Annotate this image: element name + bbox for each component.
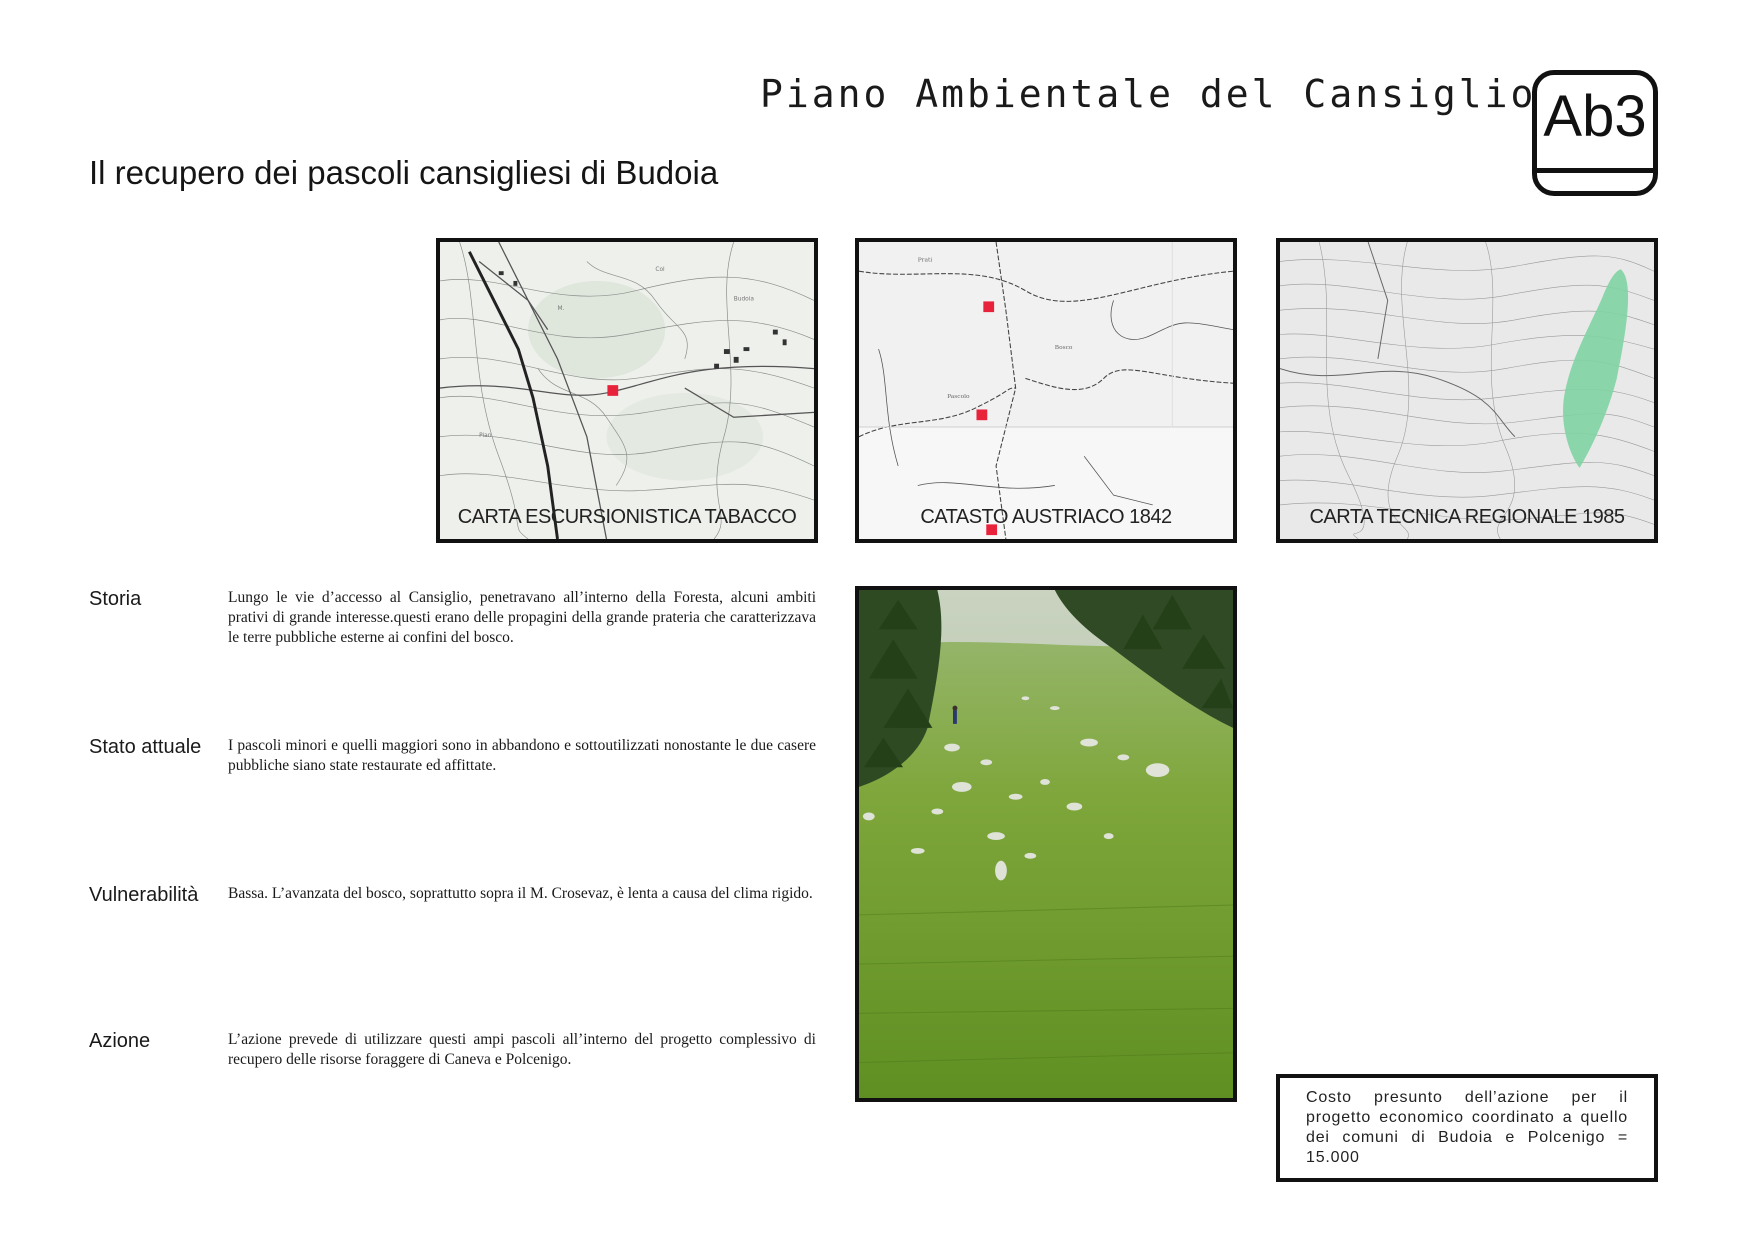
sheet-code: Ab3 (1543, 84, 1647, 149)
pasture-photo (855, 586, 1237, 1102)
location-marker-1 (607, 385, 618, 396)
sheet-code-badge (1532, 70, 1658, 196)
cost-estimate-text: Costo presunto dell’azione per il progetto economico coordinato a quello dei comuni di Budoia e Polcenigo = 15.000 (1306, 1089, 1628, 1166)
map-catasto (855, 238, 1237, 543)
svg-text:Prati: Prati (917, 257, 933, 264)
svg-text:Pascolo: Pascolo (947, 393, 970, 400)
map-caption: CARTA ESCURSIONISTICA TABACCO (457, 506, 797, 528)
svg-text:Pian: Pian (479, 432, 492, 439)
svg-text:Bosco: Bosco (1054, 345, 1073, 352)
map-tabacco-drawing (440, 242, 814, 539)
section-label-stato-attuale: Stato attuale (89, 736, 202, 758)
document-header-title: Piano Ambientale del Cansiglio (760, 72, 1537, 116)
pasture-photo-image (859, 590, 1233, 1098)
map-caption: CATASTO AUSTRIACO 1842 (920, 506, 1172, 528)
svg-text:Col: Col (655, 267, 665, 274)
location-marker-2 (976, 409, 987, 420)
section-text-azione: L’azione prevede di utilizzare questi ampi pascoli all’interno del progetto complessivo di recupero delle risorse foraggere di Caneva e Polcenigo. (228, 1031, 816, 1068)
section-text-storia: Lungo le vie d’accesso al Cansiglio, penetravano all’interno della Foresta, alcuni ambiti prativi di grande interesse.questi erano delle propagini della grande prateria che caratterizzava le terre pubbliche esterne ai confini del bosco. (228, 589, 816, 646)
section-text-vulnerabilita: Bassa. L’avanzata del bosco, soprattutto sopra il M. Crosevaz, è lenta a causa del clima rigido. (228, 885, 813, 902)
badge-divider (1537, 168, 1653, 173)
map-ctr (1276, 238, 1658, 543)
map-catasto-drawing (859, 242, 1233, 539)
map-tabacco (436, 238, 818, 543)
svg-text:Budoia: Budoia (733, 296, 754, 303)
section-label-storia: Storia (89, 588, 142, 610)
section-label-azione: Azione (89, 1030, 151, 1052)
location-marker-1 (983, 301, 994, 312)
section-text-stato-attuale: I pascoli minori e quelli maggiori sono in abbandono e sottoutilizzati nonostante le due casere pubbliche siano state restaurate ed affittate. (228, 737, 816, 774)
page-title: Il recupero dei pascoli cansigliesi di Budoia (89, 154, 719, 191)
map-caption: CARTA TECNICA REGIONALE 1985 (1309, 506, 1625, 528)
cost-estimate-box (1276, 1074, 1658, 1182)
section-label-vulnerabilita: Vulnerabilità (89, 884, 199, 906)
map-ctr-drawing (1280, 242, 1654, 539)
svg-text:M.: M. (557, 306, 565, 313)
